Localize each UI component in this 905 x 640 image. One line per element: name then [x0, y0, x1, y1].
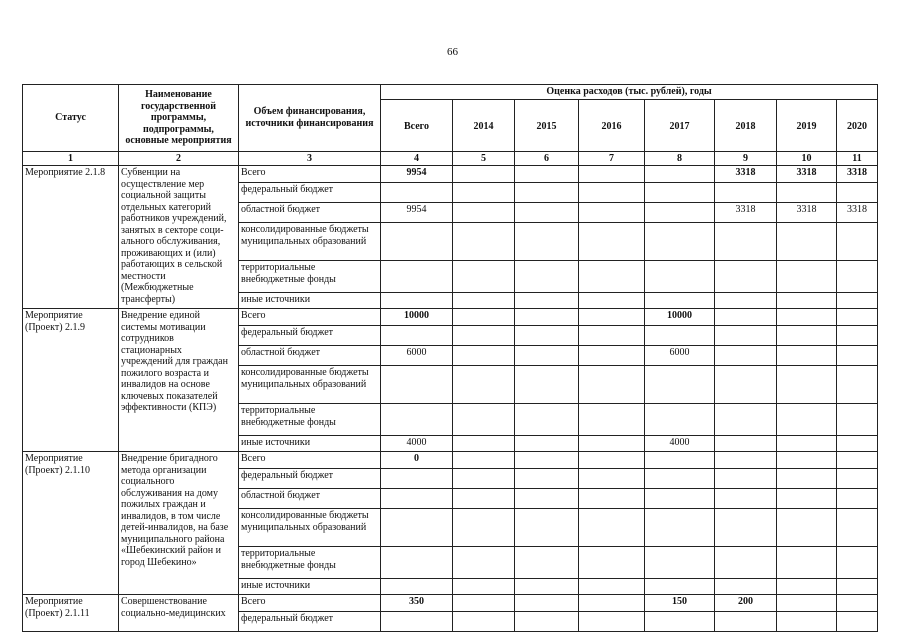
amount-cell — [837, 489, 878, 509]
column-number: 2 — [119, 151, 239, 166]
amount-cell — [515, 366, 579, 404]
amount-cell — [837, 183, 878, 203]
amount-cell — [515, 309, 579, 326]
measure-name: Внедрение бригадного метода организации социального обслуживания на дому пожилых граждан и инвалидов, в том числе детей-инвалидов, на базе муниципального района «Шебекинский район и город Шебекино» — [119, 452, 239, 595]
amount-cell — [453, 183, 515, 203]
amount-cell — [837, 469, 878, 489]
funding-source: консолидированные бюджеты муниципальных образований — [239, 366, 381, 404]
funding-source: Всего — [239, 309, 381, 326]
table-row — [23, 166, 878, 183]
amount-cell — [645, 261, 715, 293]
amount-cell — [715, 436, 777, 452]
amount-cell — [579, 452, 645, 469]
amount-cell — [579, 469, 645, 489]
amount-cell — [579, 489, 645, 509]
amount-cell — [837, 509, 878, 547]
amount-cell — [837, 346, 878, 366]
amount-cell — [453, 489, 515, 509]
amount-cell — [777, 346, 837, 366]
funding-source: федеральный бюджет — [239, 469, 381, 489]
amount-cell — [777, 579, 837, 595]
funding-source: консолидированные бюджеты муниципальных образований — [239, 223, 381, 261]
amount-cell — [579, 203, 645, 223]
amount-cell — [515, 223, 579, 261]
header-year: 2016 — [579, 99, 645, 151]
amount-cell — [715, 293, 777, 309]
amount-cell — [515, 293, 579, 309]
amount-cell — [645, 366, 715, 404]
column-number: 4 — [381, 151, 453, 166]
header-year: 2015 — [515, 99, 579, 151]
funding-source: иные источники — [239, 436, 381, 452]
amount-cell — [579, 547, 645, 579]
amount-cell — [453, 293, 515, 309]
amount-cell — [777, 452, 837, 469]
amount-cell — [777, 509, 837, 547]
amount-cell — [381, 547, 453, 579]
amount-cell — [453, 469, 515, 489]
amount-cell — [837, 309, 878, 326]
funding-source: областной бюджет — [239, 489, 381, 509]
amount-cell — [381, 183, 453, 203]
header-volume: Объем финансирования, источники финансирования — [239, 85, 381, 152]
amount-cell — [453, 452, 515, 469]
amount-cell — [453, 223, 515, 261]
amount-cell — [579, 309, 645, 326]
budget-table — [22, 84, 878, 632]
amount-cell: 3318 — [715, 203, 777, 223]
amount-cell — [715, 346, 777, 366]
amount-cell — [453, 404, 515, 436]
amount-cell — [453, 612, 515, 632]
amount-cell — [645, 293, 715, 309]
amount-cell — [381, 489, 453, 509]
amount-cell — [453, 436, 515, 452]
amount-cell — [645, 166, 715, 183]
amount-cell — [515, 579, 579, 595]
amount-cell — [715, 309, 777, 326]
amount-cell — [715, 366, 777, 404]
amount-cell — [837, 366, 878, 404]
amount-cell — [837, 595, 878, 612]
table-row — [23, 452, 878, 469]
amount-cell — [515, 452, 579, 469]
amount-cell: 10000 — [645, 309, 715, 326]
column-number: 1 — [23, 151, 119, 166]
amount-cell — [381, 261, 453, 293]
amount-cell — [837, 547, 878, 579]
measure-name: Внедрение единой системы мотивации сотрудников стационарных учреждений для граждан пожилого возраста и инвалидов на основе ключевых показателей эффективности (КПЭ) — [119, 309, 239, 452]
amount-cell — [579, 293, 645, 309]
amount-cell — [777, 469, 837, 489]
funding-source: федеральный бюджет — [239, 183, 381, 203]
table-row — [23, 309, 878, 326]
amount-cell: 200 — [715, 595, 777, 612]
amount-cell — [515, 166, 579, 183]
amount-cell: 6000 — [645, 346, 715, 366]
amount-cell: 6000 — [381, 346, 453, 366]
amount-cell — [715, 509, 777, 547]
amount-cell — [777, 595, 837, 612]
amount-cell — [837, 326, 878, 346]
amount-cell — [645, 203, 715, 223]
amount-cell — [453, 261, 515, 293]
amount-cell — [645, 223, 715, 261]
amount-cell — [645, 469, 715, 489]
amount-cell: 10000 — [381, 309, 453, 326]
amount-cell — [645, 612, 715, 632]
amount-cell — [645, 404, 715, 436]
funding-source: иные источники — [239, 579, 381, 595]
amount-cell — [381, 612, 453, 632]
amount-cell: 9954 — [381, 166, 453, 183]
amount-cell — [579, 404, 645, 436]
measure-status: Мероприятие (Проект) 2.1.9 — [23, 309, 119, 452]
funding-source: областной бюджет — [239, 346, 381, 366]
amount-cell — [579, 326, 645, 346]
amount-cell — [777, 404, 837, 436]
amount-cell — [579, 223, 645, 261]
amount-cell — [579, 436, 645, 452]
column-number: 10 — [777, 151, 837, 166]
amount-cell — [715, 452, 777, 469]
amount-cell — [381, 223, 453, 261]
amount-cell — [515, 404, 579, 436]
amount-cell — [645, 452, 715, 469]
amount-cell — [579, 346, 645, 366]
amount-cell — [777, 366, 837, 404]
column-number: 9 — [715, 151, 777, 166]
amount-cell — [645, 326, 715, 346]
funding-source: областной бюджет — [239, 203, 381, 223]
header-year: 2020 — [837, 99, 878, 151]
header-year: 2017 — [645, 99, 715, 151]
amount-cell — [837, 223, 878, 261]
amount-cell — [645, 547, 715, 579]
amount-cell — [453, 547, 515, 579]
header-year: 2019 — [777, 99, 837, 151]
funding-source: территориальные внебюджетные фонды — [239, 547, 381, 579]
amount-cell — [837, 452, 878, 469]
measure-status: Мероприятие (Проект) 2.1.11 — [23, 595, 119, 632]
column-number: 6 — [515, 151, 579, 166]
amount-cell: 3318 — [777, 203, 837, 223]
amount-cell — [453, 595, 515, 612]
amount-cell — [777, 293, 837, 309]
amount-cell — [715, 404, 777, 436]
amount-cell — [453, 203, 515, 223]
funding-source: консолидированные бюджеты муниципальных образований — [239, 509, 381, 547]
header-estimate: Оценка расходов (тыс. рублей), годы — [381, 85, 878, 100]
amount-cell — [715, 261, 777, 293]
amount-cell — [645, 509, 715, 547]
column-number: 5 — [453, 151, 515, 166]
amount-cell — [837, 261, 878, 293]
amount-cell: 150 — [645, 595, 715, 612]
amount-cell — [579, 183, 645, 203]
amount-cell — [715, 183, 777, 203]
amount-cell: 3318 — [837, 166, 878, 183]
amount-cell — [515, 326, 579, 346]
amount-cell — [715, 612, 777, 632]
header-year: 2014 — [453, 99, 515, 151]
amount-cell — [837, 293, 878, 309]
amount-cell — [715, 547, 777, 579]
amount-cell — [381, 469, 453, 489]
amount-cell — [453, 579, 515, 595]
amount-cell — [645, 183, 715, 203]
measure-status: Мероприятие (Проект) 2.1.10 — [23, 452, 119, 595]
page-number: 66 — [447, 46, 458, 58]
amount-cell — [381, 404, 453, 436]
amount-cell: 4000 — [645, 436, 715, 452]
table-row — [23, 595, 878, 612]
amount-cell — [515, 547, 579, 579]
amount-cell — [381, 366, 453, 404]
header-year: 2018 — [715, 99, 777, 151]
amount-cell — [381, 326, 453, 346]
amount-cell — [579, 261, 645, 293]
funding-source: иные источники — [239, 293, 381, 309]
amount-cell — [515, 261, 579, 293]
amount-cell — [715, 223, 777, 261]
funding-source: федеральный бюджет — [239, 612, 381, 632]
amount-cell — [715, 579, 777, 595]
amount-cell — [715, 326, 777, 346]
amount-cell — [579, 595, 645, 612]
amount-cell — [777, 261, 837, 293]
funding-source: Всего — [239, 166, 381, 183]
amount-cell: 350 — [381, 595, 453, 612]
measure-status: Мероприятие 2.1.8 — [23, 166, 119, 309]
amount-cell — [453, 309, 515, 326]
amount-cell — [579, 509, 645, 547]
amount-cell: 9954 — [381, 203, 453, 223]
header-year: Всего — [381, 99, 453, 151]
amount-cell — [381, 293, 453, 309]
amount-cell: 3318 — [837, 203, 878, 223]
funding-source: Всего — [239, 452, 381, 469]
amount-cell — [837, 436, 878, 452]
amount-cell — [381, 509, 453, 547]
amount-cell — [715, 489, 777, 509]
amount-cell — [515, 183, 579, 203]
amount-cell — [715, 469, 777, 489]
funding-source: территориальные внебюджетные фонды — [239, 261, 381, 293]
amount-cell — [777, 223, 837, 261]
header-name: Наименование государственной программы, подпрограммы, основные мероприятия — [119, 85, 239, 152]
amount-cell — [777, 326, 837, 346]
amount-cell — [579, 612, 645, 632]
amount-cell — [645, 489, 715, 509]
amount-cell: 3318 — [777, 166, 837, 183]
amount-cell: 4000 — [381, 436, 453, 452]
column-number: 3 — [239, 151, 381, 166]
funding-source: территориальные внебюджетные фонды — [239, 404, 381, 436]
amount-cell — [777, 309, 837, 326]
amount-cell — [777, 489, 837, 509]
amount-cell — [453, 166, 515, 183]
amount-cell — [777, 436, 837, 452]
amount-cell — [453, 346, 515, 366]
amount-cell: 3318 — [715, 166, 777, 183]
measure-name: Субвенции на осуществление мер социальной защиты отдельных категорий работников учреждений, занятых в секторе соци-ального обслуживания, проживающих и (или) работающих в сельской местности (Межбюджетные трансферты) — [119, 166, 239, 309]
amount-cell — [777, 183, 837, 203]
amount-cell — [515, 203, 579, 223]
column-number: 7 — [579, 151, 645, 166]
amount-cell — [645, 579, 715, 595]
amount-cell — [515, 509, 579, 547]
amount-cell — [777, 612, 837, 632]
amount-cell — [837, 612, 878, 632]
column-number: 11 — [837, 151, 878, 166]
amount-cell: 0 — [381, 452, 453, 469]
amount-cell — [515, 489, 579, 509]
measure-name: Совершенствование социально-медицинских — [119, 595, 239, 632]
amount-cell — [579, 579, 645, 595]
amount-cell — [837, 404, 878, 436]
amount-cell — [777, 547, 837, 579]
amount-cell — [579, 366, 645, 404]
amount-cell — [579, 166, 645, 183]
amount-cell — [381, 579, 453, 595]
amount-cell — [515, 346, 579, 366]
amount-cell — [515, 612, 579, 632]
funding-source: федеральный бюджет — [239, 326, 381, 346]
amount-cell — [515, 436, 579, 452]
amount-cell — [837, 579, 878, 595]
amount-cell — [515, 469, 579, 489]
amount-cell — [453, 366, 515, 404]
column-number: 8 — [645, 151, 715, 166]
amount-cell — [453, 509, 515, 547]
header-status: Статус — [23, 85, 119, 152]
amount-cell — [453, 326, 515, 346]
amount-cell — [515, 595, 579, 612]
funding-source: Всего — [239, 595, 381, 612]
